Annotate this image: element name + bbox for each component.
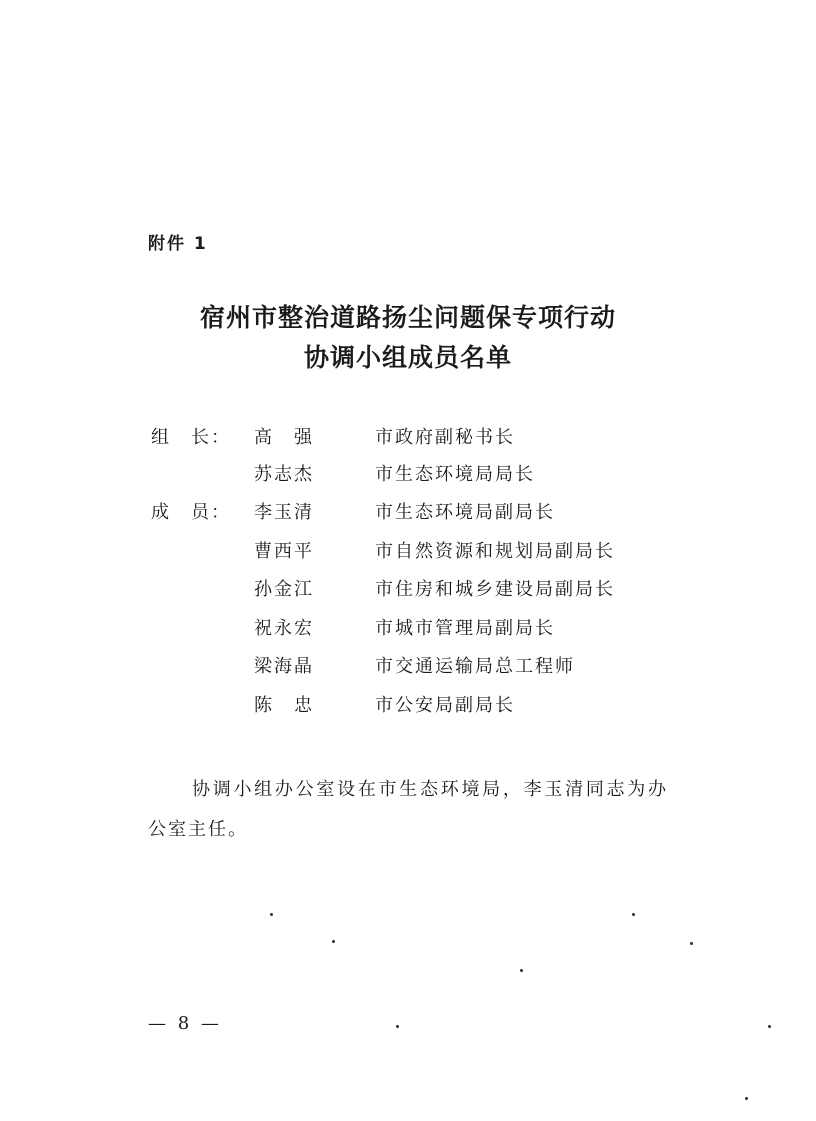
member-position: 市自然资源和规划局副局长 (375, 541, 615, 562)
member-position: 市公安局副局长 (375, 695, 515, 716)
member-name: 梁海晶 (254, 656, 314, 677)
member-position: 市政府副秘书长 (375, 427, 515, 448)
scan-speck (632, 913, 635, 916)
member-position: 市生态环境局局长 (375, 464, 535, 485)
member-name: 苏志杰 (254, 464, 314, 485)
member-name: 李玉清 (254, 502, 314, 523)
member-row (0, 691, 816, 721)
attachment-label: 附件 1 (148, 234, 208, 254)
title-line-1: 宿州市整治道路扬尘问题保专项行动 (199, 303, 616, 332)
member-name: 孙金江 (254, 579, 314, 600)
page-number: — 8 — (148, 1013, 222, 1034)
member-role: 成 员： (151, 502, 231, 523)
member-position: 市住房和城乡建设局副局长 (375, 579, 615, 600)
scan-speck (332, 940, 335, 943)
office-note: 协调小组办公室设在市生态环境局，李玉清同志为办公室主任。 (148, 779, 668, 840)
title-line-2: 协调小组成员名单 (303, 343, 512, 372)
scan-speck (690, 942, 693, 945)
scan-speck (768, 1025, 771, 1028)
member-name: 陈 忠 (254, 695, 314, 716)
member-name: 祝永宏 (254, 618, 314, 639)
scan-speck (520, 969, 523, 972)
scan-speck (270, 913, 273, 916)
member-row (0, 652, 816, 682)
member-row (0, 460, 816, 490)
member-position: 市交通运输局总工程师 (375, 656, 575, 677)
member-position: 市生态环境局副局长 (375, 502, 555, 523)
scan-speck (745, 1097, 748, 1100)
member-name: 高 强 (254, 427, 314, 448)
member-row (0, 614, 816, 644)
member-row (0, 498, 816, 528)
scan-speck (396, 1025, 399, 1028)
member-role: 组 长： (151, 427, 231, 448)
member-row (0, 575, 816, 605)
member-row (0, 423, 816, 453)
member-position: 市城市管理局副局长 (375, 618, 555, 639)
member-row (0, 537, 816, 567)
member-name: 曹西平 (254, 541, 314, 562)
